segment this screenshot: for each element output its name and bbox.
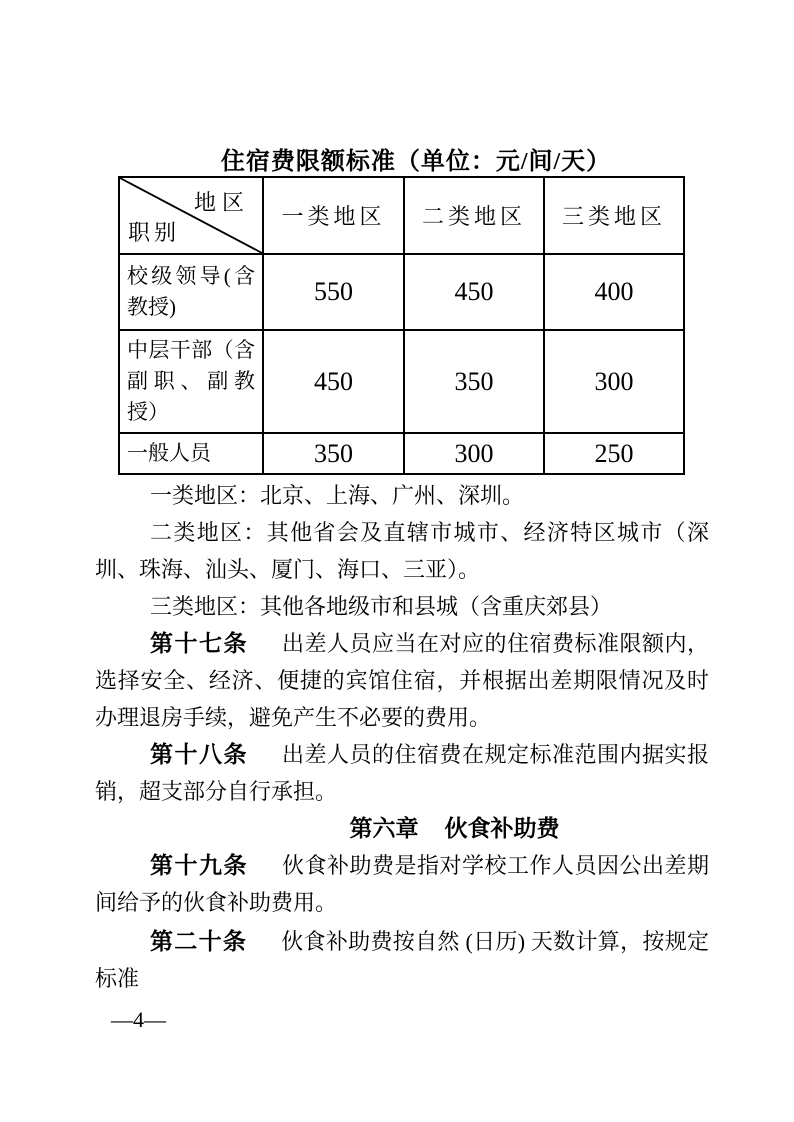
chapter-name: 伙食补助费 [444, 815, 560, 841]
rate-value: 450 [404, 254, 544, 330]
article-20 [95, 923, 709, 997]
rate-value: 450 [263, 330, 404, 433]
table-header-row [119, 177, 684, 254]
chapter-heading [95, 810, 709, 847]
article-18-text: 出差人员的住宿费在规定标准范围内据实报销，超支部分自行承担。 [95, 742, 709, 804]
rate-value: 400 [544, 254, 684, 330]
table-row [119, 433, 684, 474]
chapter-number: 第六章 [349, 815, 419, 841]
table-row [119, 330, 684, 433]
rate-value: 350 [263, 433, 404, 474]
row-label-school-leaders: 校级领导(含教授) [119, 254, 263, 330]
article-17 [95, 625, 709, 736]
article-18 [95, 736, 709, 810]
article-17-text: 出差人员应当在对应的住宿费标准限额内，选择安全、经济、便捷的宾馆住宿，并根据出差期限情况及时办理退房手续，避免产生不必要的费用。 [95, 631, 709, 730]
row-label-general-staff: 一般人员 [119, 433, 263, 474]
region-note-2: 二类地区：其他省会及直辖市城市、经济特区城市（深圳、珠海、汕头、厦门、海口、三亚）。 [95, 520, 709, 582]
region-note-1: 一类地区：北京、上海、广州、深圳。 [150, 483, 525, 508]
accommodation-rate-table [118, 176, 685, 475]
row-label-middle-cadres: 中层干部（含副职、副教授） [119, 330, 263, 433]
corner-label-region: 地区 [193, 190, 250, 215]
document-body [95, 477, 709, 997]
region-note-3: 三类地区：其他各地级市和县城（含重庆郊县） [150, 594, 613, 619]
rate-value: 350 [404, 330, 544, 433]
rate-value: 550 [263, 254, 404, 330]
article-19 [95, 847, 709, 921]
rate-value: 300 [404, 433, 544, 474]
article-20-text: 伙食补助费按自然 (日历) 天数计算，按规定标准 [95, 929, 710, 991]
column-header-region-3: 三类地区 [544, 177, 684, 254]
rate-value: 300 [544, 330, 684, 433]
rate-value: 250 [544, 433, 684, 474]
table-title: 住宿费限额标准（单位：元/间/天） [220, 149, 612, 175]
article-19-text: 伙食补助费是指对学校工作人员因公出差期间给予的伙食补助费用。 [95, 853, 709, 915]
column-header-region-1: 一类地区 [263, 177, 404, 254]
page-number: —4— [111, 1007, 166, 1032]
table-row [119, 254, 684, 330]
column-header-region-2: 二类地区 [404, 177, 544, 254]
corner-label-rank: 职别 [128, 220, 181, 245]
article-17-term: 第十七条 [150, 630, 248, 656]
article-18-term: 第十八条 [150, 741, 248, 767]
article-19-term: 第十九条 [150, 852, 248, 878]
article-20-term: 第二十条 [150, 928, 248, 954]
table-corner-cell [119, 177, 263, 254]
